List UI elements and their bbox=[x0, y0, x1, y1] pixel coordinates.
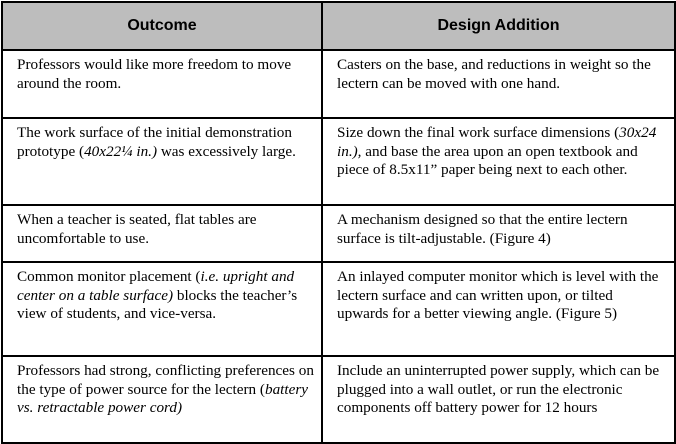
table-row bbox=[2, 356, 675, 443]
outcome-cell: Professors had strong, conflicting preferences on the type of power source for the lectern (battery vs. retractable power cord) bbox=[2, 356, 322, 443]
header-design-addition: Design Addition bbox=[322, 2, 675, 50]
outcome-cell: The work surface of the initial demonstration prototype (40x22¼ in.) was excessively large. bbox=[2, 118, 322, 205]
header-outcome: Outcome bbox=[2, 2, 322, 50]
outcome-design-table bbox=[1, 1, 676, 444]
design-cell: A mechanism designed so that the entire lectern surface is tilt-adjustable. (Figure 4) bbox=[322, 205, 675, 262]
outcome-cell: When a teacher is seated, flat tables are uncomfortable to use. bbox=[2, 205, 322, 262]
outcome-cell: Common monitor placement (i.e. upright and center on a table surface) blocks the teacher’s view of students, and vice-versa. bbox=[2, 262, 322, 356]
table-row bbox=[2, 118, 675, 205]
design-cell: An inlayed computer monitor which is level with the lectern surface and can written upon, or tilted upwards for a better viewing angle. (Figure 5) bbox=[322, 262, 675, 356]
table-row bbox=[2, 50, 675, 118]
design-cell: Size down the final work surface dimensions (30x24 in.), and base the area upon an open textbook and piece of 8.5x11” paper being next to each other. bbox=[322, 118, 675, 205]
outcome-cell: Professors would like more freedom to move around the room. bbox=[2, 50, 322, 118]
design-cell: Include an uninterrupted power supply, which can be plugged into a wall outlet, or run the electronic components off battery power for 12 hours bbox=[322, 356, 675, 443]
table-row bbox=[2, 205, 675, 262]
header-row bbox=[2, 2, 675, 50]
design-cell: Casters on the base, and reductions in weight so the lectern can be moved with one hand. bbox=[322, 50, 675, 118]
table-row bbox=[2, 262, 675, 356]
